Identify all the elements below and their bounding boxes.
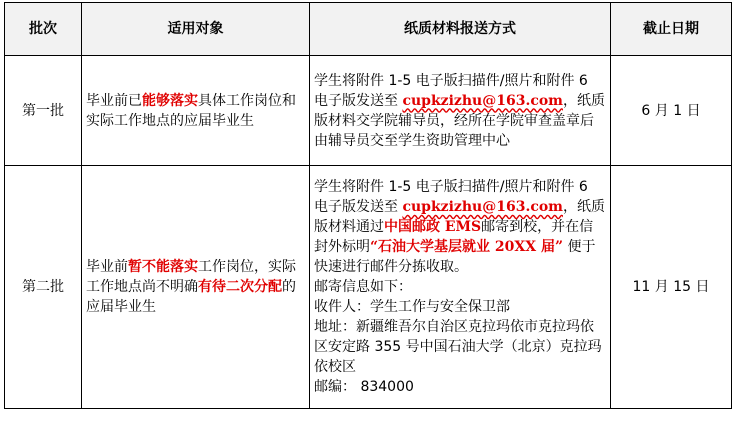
target-text-mid: 工作岗位，实际工作地点尚不明确: [86, 259, 296, 295]
header-method: 纸质材料报送方式: [310, 3, 611, 56]
header-deadline: 截止日期: [611, 3, 732, 56]
method-text-mid2: 邮寄到校，并在信封外标明: [314, 219, 594, 255]
postcode-line: 邮编： 834000: [314, 379, 414, 395]
method-text-pre: 学生将附件 1-5 电子版扫描件/照片和附件 6 电子版发送至: [314, 72, 588, 109]
submission-table: [4, 2, 732, 409]
table-row-first-batch: [5, 56, 732, 166]
table-row-second-batch: [5, 166, 732, 409]
header-target: 适用对象: [82, 3, 310, 56]
header-row: [5, 3, 732, 56]
header-batch: 批次: [5, 3, 82, 56]
method-text-mid1: ，纸质版材料通过: [314, 199, 605, 235]
method-text-mid3: 便于快速进行邮件分拣收取。: [314, 239, 596, 275]
target-highlight-1: 暂不能落实: [128, 259, 198, 275]
email-link[interactable]: cupkzizhu@163.com: [402, 92, 563, 109]
email-link[interactable]: cupkzizhu@163.com: [402, 199, 563, 215]
method-text-post: ，纸质版材料交学院辅导员，经所在学院审查盖章后由辅导员交至学生资助管理中心: [314, 92, 605, 149]
target-text-pre: 毕业前: [86, 259, 128, 275]
batch-cell: 第二批: [5, 166, 82, 409]
mail-info-label: 邮寄信息如下：: [314, 279, 412, 295]
target-text-pre: 毕业前已: [86, 92, 142, 109]
address-line: 地址：新疆维吾尔自治区克拉玛依市克拉玛依区安定路 355 号中国石油大学（北京）克拉玛依校区: [314, 319, 602, 375]
method-text-pre: 学生将附件 1-5 电子版扫描件/照片和附件 6 电子版发送至: [314, 179, 588, 215]
method-cell: [310, 56, 611, 166]
deadline-cell: 11 月 15 日: [611, 166, 732, 409]
target-highlight: 能够落实: [142, 92, 198, 109]
target-cell: [82, 166, 310, 409]
target-text-post: 具体工作岗位和实际工作地点的应届毕业生: [86, 92, 296, 129]
deadline-cell: 6 月 1 日: [611, 56, 732, 166]
post-service-highlight: 中国邮政 EMS: [384, 219, 482, 235]
target-text-post: 的应届毕业生: [86, 279, 296, 315]
method-cell: [310, 166, 611, 409]
target-cell: [82, 56, 310, 166]
envelope-mark-highlight: “石油大学基层就业 20XX 届”: [370, 239, 564, 255]
target-highlight-2: 有待二次分配: [198, 279, 282, 295]
batch-cell: 第一批: [5, 56, 82, 166]
recipient-line: 收件人：学生工作与安全保卫部: [314, 299, 510, 315]
